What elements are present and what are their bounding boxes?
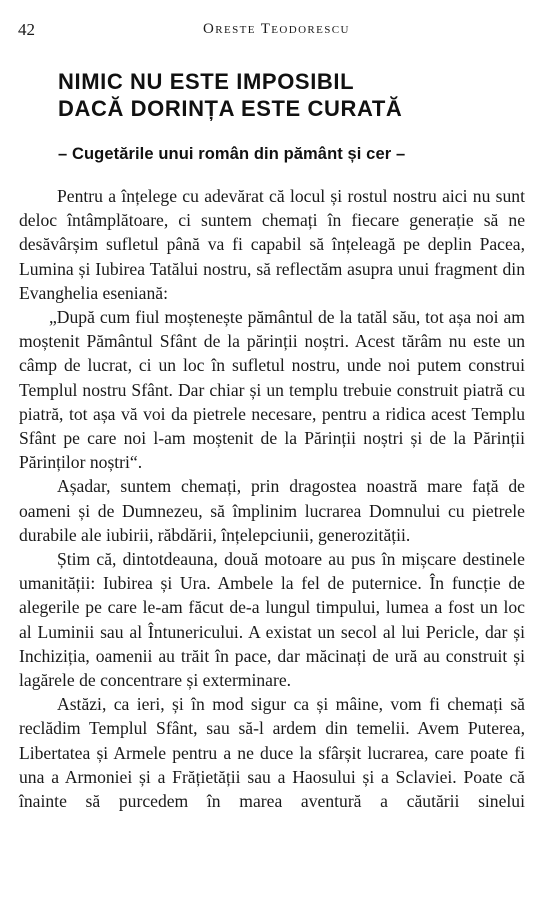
running-head-author: Oreste Teodorescu — [203, 21, 350, 37]
paragraph: Așadar, suntem chemați, prin dragostea noastră mare față de oameni și de Dumnezeu, să împlinim lucrarea Domnului cu pietrele durabile ale iubirii, răbdării, înțelepciunii, generozității. — [19, 476, 525, 545]
chapter-title-line-1: NIMIC NU ESTE IMPOSIBIL — [58, 69, 355, 94]
paragraph: Știm că, dintotdeauna, două motoare au pus în mișcare destinele umanității: Iubirea și Ura. Ambele la fel de puternice. În funcție de alegerile pe care le-am făcut de-a lungul timpului, lumea a fost un loc al Luminii sau al Întunericului. A existat un secol al lui Pericle, dar și Inchiziția, oamenii au trăit în pace, dar măcinați de ură au construit și lagărele de concentrare și exterminare. — [19, 549, 525, 691]
chapter-title-line-2: DACĂ DORINȚA ESTE CURATĂ — [58, 96, 403, 121]
body-text — [19, 184, 525, 813]
page-header — [18, 20, 527, 42]
page-number: 42 — [18, 20, 35, 39]
paragraph-intro: Pentru a înțelege cu adevărat că locul și rostul nostru aici nu sunt deloc întâmplătoare, ci suntem chemați în fiecare generație să ne desăvârșim sufletul până va fi capabil să înțeleagă pe deplin Pacea, Lumina și Iubirea Tatălui nostru, să reflectăm asupra unui fragment din Evanghelia eseniană: — [19, 186, 525, 303]
chapter-subtitle: – Cugetările unui român din pământ și cer – — [58, 145, 406, 163]
paragraph-quote: „După cum fiul moștenește pământul de la tatăl său, tot așa noi am moștenit Pământul Sfânt de la părinții noștri. Acest tărâm nu este un câmp de lucrat, ci un loc în sufletul nostru, unde noi putem construi Templul nostru Sfânt. Dar chiar și un templu trebuie construit piatră cu piatră, tot așa vă voi da pietrele necesare, pentru a ridica acest Templu Sfânt pe care noi l-am moștenit de la Părinții noștri și de la Părinții Părinților noștri“. — [19, 307, 525, 473]
chapter-title — [58, 68, 402, 122]
paragraph: Astăzi, ca ieri, și în mod sigur ca și mâine, vom fi chemați să reclădim Templul Sfânt, sau să-l ardem din temelii. Avem Puterea, Libertatea și Armele pentru a ne duce la sfârșit lucrarea, care poate fi una a Armoniei și a Frățietății sau a Haosului și a Sclaviei. Poate că înainte să purcedem în marea aventură a căutării sinelui — [19, 694, 525, 812]
